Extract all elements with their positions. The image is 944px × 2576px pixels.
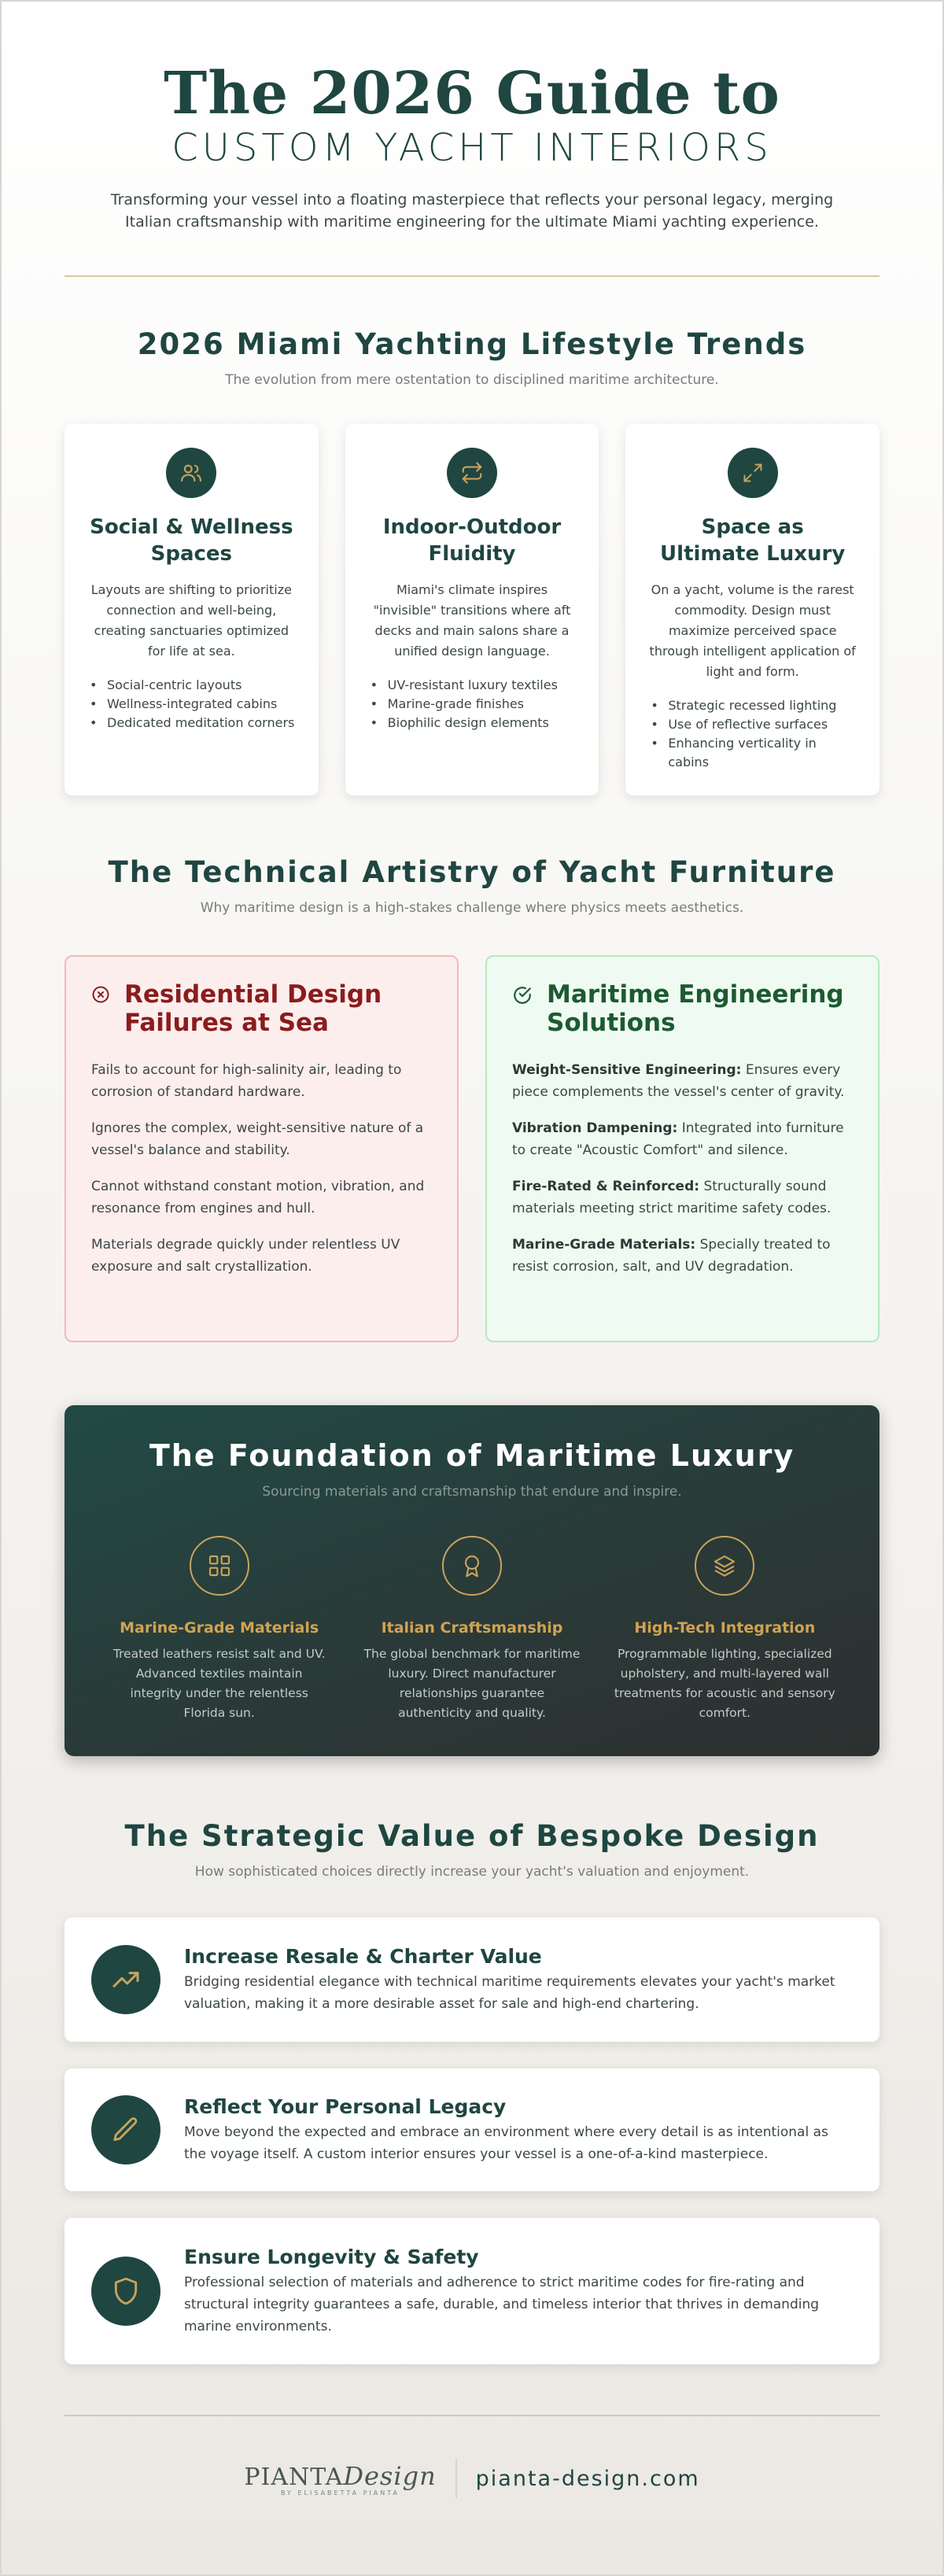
- page-title: The 2026 Guide to: [164, 60, 780, 127]
- trends-section: [65, 327, 879, 795]
- value-text: Move beyond the expected and embrace an environment where every detail is as intentional as the voyage itself. A custom interior ensures your vessel is a one-of-a-kind masterpiece.: [184, 2124, 828, 2162]
- list-item: • Strategic recessed lighting: [649, 696, 856, 715]
- foundation-col-text: Programmable lighting, specialized upholstery, and multi-layered wall treatments for acoustic and sensory comfort.: [614, 1647, 835, 1720]
- trend-title: Indoor-Outdoor Fluidity: [382, 515, 562, 566]
- failure-item: Ignores the complex, weight-sensitive nature of a vessel's balance and stability.: [91, 1120, 424, 1158]
- trend-list: [369, 676, 576, 733]
- trend-card: [625, 424, 879, 795]
- strategic-title: The Strategic Value of Bespoke Design: [124, 1819, 820, 1853]
- award-icon: [442, 1536, 502, 1596]
- list-item: • Social-centric layouts: [88, 676, 295, 695]
- technical-section: [65, 855, 879, 1342]
- failure-item: Materials degrade quickly under relentless UV exposure and salt crystallization.: [91, 1237, 400, 1275]
- value-text: Bridging residential elegance with technical maritime requirements elevates your yacht's market valuation, making it a more desirable asset for sale and high-end chartering.: [184, 1973, 835, 2012]
- list-item: • UV-resistant luxury textiles: [369, 676, 576, 695]
- trend-title: Social & Wellness Spaces: [90, 515, 293, 566]
- value-title: Reflect Your Personal Legacy: [184, 2094, 507, 2118]
- technical-subtitle: Why maritime design is a high-stakes challenge where physics meets aesthetics.: [200, 900, 744, 916]
- trend-card: [345, 424, 599, 795]
- page-subtitle: CUSTOM YACHT INTERIORS: [171, 126, 773, 170]
- foundation-subtitle: Sourcing materials and craftsmanship that endure and inspire.: [262, 1484, 682, 1500]
- value-text: Professional selection of materials and adherence to strict maritime codes for fire-rating and structural integrity guarantees a safe, durable, and timeless interior that thrives in demanding marine environments.: [184, 2274, 820, 2334]
- shield-icon: [91, 2257, 160, 2326]
- list-item: • Use of reflective surfaces: [649, 715, 856, 734]
- trend-card: [65, 424, 319, 795]
- brand-logo: PIANTADesign BY ELISABETTA PIANTA: [244, 2460, 437, 2497]
- list-item: • Wellness-integrated cabins: [88, 695, 295, 714]
- trend-list: [88, 676, 295, 733]
- trends-title: 2026 Miami Yachting Lifestyle Trends: [137, 327, 807, 361]
- failure-item: Fails to account for high-salinity air, leading to corrosion of standard hardware.: [91, 1062, 402, 1100]
- foundation-title: The Foundation of Maritime Luxury: [149, 1438, 795, 1473]
- foundation-column: [93, 1536, 345, 1723]
- value-card: [65, 2069, 879, 2191]
- solution-item: Fire-Rated & Reinforced: Structurally sound materials meeting strict maritime safety codes.: [512, 1179, 832, 1216]
- hero-intro: Transforming your vessel into a floating masterpiece that reflects your personal legacy, merging Italian craftsmanship with maritime engineering for the ultimate Miami yachting experience.: [110, 191, 834, 231]
- trend-text: On a yacht, volume is the rarest commodity. Design must maximize perceived space through intelligent application of light and form.: [649, 582, 856, 679]
- trend-list: [649, 696, 856, 772]
- solutions-box: [485, 955, 879, 1342]
- solution-item: Vibration Dampening: Integrated into furniture to create "Acoustic Comfort" and silence.: [512, 1120, 844, 1158]
- foundation-section: [65, 1405, 879, 1756]
- foundation-column: [599, 1536, 851, 1723]
- users-icon: [166, 448, 216, 498]
- foundation-column: [345, 1536, 598, 1723]
- failures-title: Residential Design Failures at Sea: [124, 980, 382, 1037]
- trend-title: Space as Ultimate Luxury: [660, 515, 846, 566]
- footer-separator: [455, 2459, 457, 2498]
- website-link[interactable]: pianta-design.com: [475, 2466, 700, 2491]
- arrows-loop-icon: [447, 448, 497, 498]
- trends-subtitle: The evolution from mere ostentation to disciplined maritime architecture.: [225, 372, 719, 388]
- trending-up-icon: [91, 1945, 160, 2014]
- solutions-title: Maritime Engineering Solutions: [547, 980, 844, 1037]
- strategic-subtitle: How sophisticated choices directly increase your yacht's valuation and enjoyment.: [194, 1864, 750, 1880]
- foundation-col-text: The global benchmark for maritime luxury. Direct manufacturer relationships guarantee authenticity and quality.: [363, 1647, 581, 1720]
- layers-icon: [695, 1536, 754, 1596]
- foundation-col-title: Italian Craftsmanship: [381, 1619, 563, 1637]
- list-item: • Dedicated meditation corners: [88, 714, 295, 733]
- value-title: Ensure Longevity & Safety: [184, 2245, 479, 2268]
- value-card: [65, 1917, 879, 2042]
- hero: [65, 2, 879, 233]
- solution-item: Weight-Sensitive Engineering: Ensures every piece complements the vessel's center of gravity.: [512, 1062, 845, 1100]
- grid-icon: [190, 1536, 249, 1596]
- pencil-icon: [91, 2095, 160, 2165]
- list-item: • Marine-grade finishes: [369, 695, 576, 714]
- trend-text: Miami's climate inspires "invisible" transitions where aft decks and main salons share a unified design language.: [373, 582, 571, 659]
- list-item: • Enhancing verticality in cabins: [649, 734, 856, 772]
- footer: [65, 2416, 879, 2541]
- value-title: Increase Resale & Charter Value: [184, 1944, 542, 1968]
- list-item: • Biophilic design elements: [369, 714, 576, 733]
- x-circle-icon: [91, 985, 110, 1007]
- foundation-col-text: Treated leathers resist salt and UV. Advanced textiles maintain integrity under the relentless Florida sun.: [112, 1647, 326, 1720]
- solution-item: Marine-Grade Materials: Specially treated to resist corrosion, salt, and UV degradation.: [512, 1237, 831, 1275]
- divider: [65, 275, 879, 277]
- foundation-col-title: Marine-Grade Materials: [120, 1619, 319, 1637]
- failure-item: Cannot withstand constant motion, vibration, and resonance from engines and hull.: [91, 1179, 425, 1216]
- strategic-section: [65, 1819, 879, 2364]
- trend-text: Layouts are shifting to prioritize connection and well-being, creating sanctuaries optimized for life at sea.: [90, 582, 292, 659]
- technical-title: The Technical Artistry of Yacht Furniture: [108, 855, 836, 889]
- failures-box: [65, 955, 459, 1342]
- check-circle-icon: [512, 985, 533, 1009]
- value-card: [65, 2218, 879, 2364]
- expand-icon: [728, 448, 778, 498]
- foundation-col-title: High-Tech Integration: [634, 1619, 816, 1637]
